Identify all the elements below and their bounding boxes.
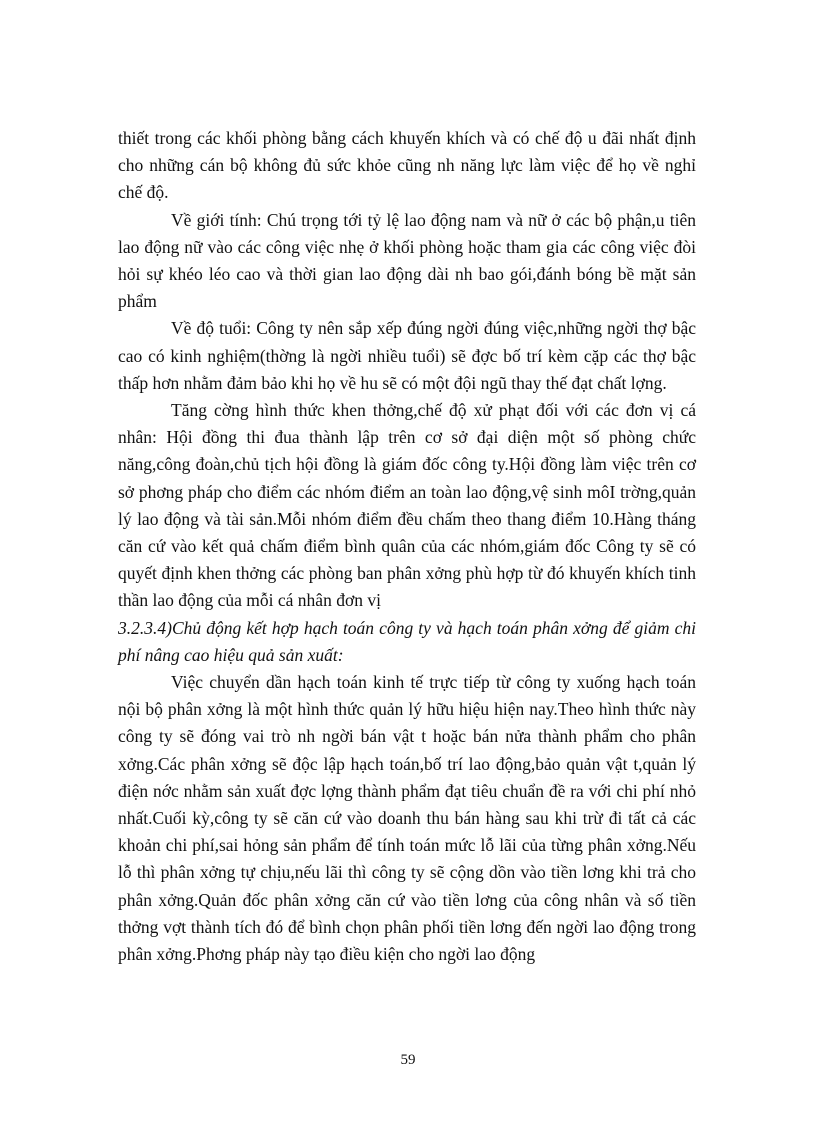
body-paragraph-continuation: thiết trong các khối phòng bằng cách khuyến khích và có chế độ u đãi nhất định cho những cán bộ không đủ sức khỏe cũng nh năng lực làm việc để họ về nghỉ chế độ. <box>118 128 696 203</box>
section-heading: 3.2.3.4)Chủ động kết hợp hạch toán công ty và hạch toán phân xởng để giảm chi phí nâng cao hiệu quả sản xuất: <box>118 617 696 665</box>
page-number: 59 <box>400 1052 416 1068</box>
body-paragraph-age: Về độ tuổi: Công ty nên sắp xếp đúng ngời đúng việc,những ngời thợ bậc cao có kinh nghiệm(thờng là ngời nhiều tuổi) sẽ đợc bố trí kèm cặp các thợ bậc thấp hơn nhằm đảm bảo khi họ về hu sẽ có một đội ngũ thay thế đạt chất lợng. <box>118 318 696 393</box>
body-paragraph-rewards: Tăng cờng hình thức khen thởng,chế độ xử phạt đối với các đơn vị cá nhân: Hội đồng thi đua thành lập trên cơ sở đại diện một số phòng chức năng,công đoàn,chủ tịch hội đồng là giám đốc công ty.Hội đồng làm việc trên cơ sở phơng pháp cho điểm các nhóm điểm an toàn lao động,vệ sinh môI trờng,quản lý lao động và tài sản.Mỗi nhóm điểm đều chấm theo thang điểm 10.Hàng tháng căn cứ vào kết quả chấm điểm bình quân của các nhóm,giám đốc Công ty sẽ có quyết định khen thởng các phòng ban phân xởng phù hợp từ đó khuyến khích tinh thần lao động của mỗi cá nhân đơn vị <box>118 400 696 611</box>
page-body <box>118 125 696 968</box>
body-paragraph-gender: Về giới tính: Chú trọng tới tỷ lệ lao động nam và nữ ở các bộ phận,u tiên lao động nữ vào các công việc nhẹ ở khối phòng hoặc tham gia các công việc đòi hỏi sự khéo léo cao và thời gian lao động dài nh bao gói,đánh bóng bề mặt sản phẩm <box>118 209 696 312</box>
body-paragraph-accounting: Việc chuyển dần hạch toán kinh tế trực tiếp từ công ty xuống hạch toán nội bộ phân xởng là một hình thức quản lý hữu hiệu hiện nay.Theo hình thức này công ty sẽ đóng vai trò nh ngời bán vật t hoặc bán nửa thành phẩm cho phân xởng.Các phân xởng sẽ độc lập hạch toán,bố trí lao động,bảo quản vật t,quản lý điện nớc nhằm sản xuất đợc lợng thành phẩm đạt tiêu chuẩn đề ra với chi phí nhỏ nhất.Cuối kỳ,công ty sẽ căn cứ vào doanh thu bán hàng sau khi trừ đi tất cả các khoản chi phí,sai hỏng sản phẩm để tính toán mức lỗ lãi của từng phân xởng.Nếu lỗ thì phân xởng tự chịu,nếu lãi thì công ty sẽ cộng dồn vào tiền lơng khi trả cho phân xởng.Quản đốc phân xởng căn cứ vào tiền lơng của công nhân và số tiền thởng vợt thành tích đó để bình chọn phân phối tiền lơng đến ngời lao động trong phân xởng.Phơng pháp này tạo điều kiện cho ngời lao động <box>118 672 696 965</box>
